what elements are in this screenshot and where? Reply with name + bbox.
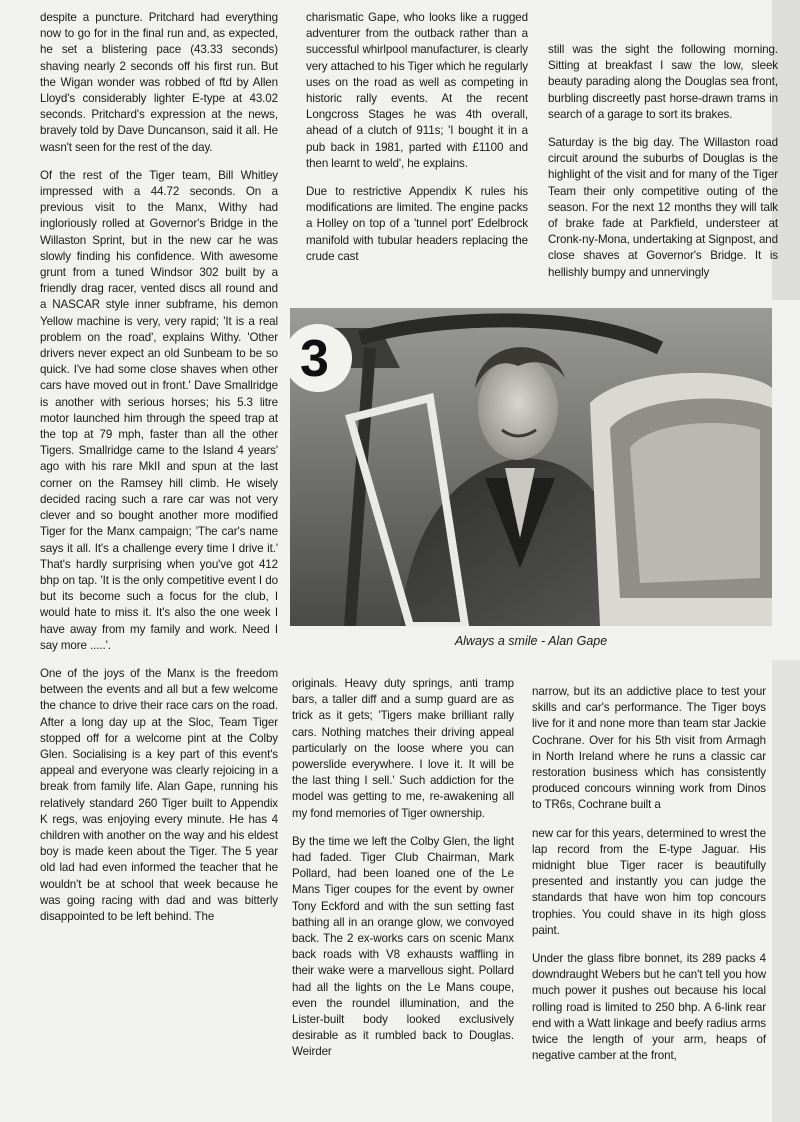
paragraph: narrow, but its an addictive place to test your skills and car's performance. The Tiger boys live for it and none more than team star Jackie Cochrane. Over for his 5th visit from Armagh in North Ireland where he runs a classic car restoration business which has consistently produced concours winning work from Dinos to TR6s, Cochrane built a	[532, 685, 766, 812]
text-column-1	[40, 10, 278, 925]
paragraph: Saturday is the big day. The Willaston road circuit around the suburbs of Douglas is the highlight of the visit and for many of the Tiger Team their only competitive outing of the season. For the next 12 months they will talk of brake fade at Parkfield, understeer at Cronk-ny-Mona, undertaking at Signpost, and close shaves at Governor's Bridge. It is hellishly bumpy and unnervingly	[548, 136, 778, 279]
page-edge-shadow	[772, 660, 800, 1122]
photo-driver-in-car	[290, 308, 772, 626]
text-column-2-bottom	[292, 676, 514, 1061]
paragraph: Under the glass fibre bonnet, its 289 packs 4 downdraught Webers but he can't tell you how much power it pushes out because his local rolling road is limited to 250 bhp. A 6-link rear end with a Watt linkage and beefy radius arms twice the length of your arm, heaps of negative camber at the front,	[532, 952, 766, 1063]
paragraph: By the time we left the Colby Glen, the light had faded. Tiger Club Chairman, Mark Pollard, had been loaned one of the Le Mans Tiger coupes for the event by owner Tony Eckford and with the sun setting fast bathing all in an orange glow, we convoyed back. The 2 ex-works cars on scenic Manx back roads with V8 exhausts waffling in their wake were a marvellous sight. Pollard had all the lights on the Le Mans coupe, even the roundel illumination, and the Lister-built body looked exclusively desirable as it rumbled back to Douglas. Weirder	[292, 834, 514, 1059]
photo-illustration	[290, 308, 772, 626]
paragraph: Of the rest of the Tiger team, Bill Whitley impressed with a 44.72 seconds. On a previous visit to the Manx, Withy had ingloriously rolled at Governor's Bridge in the Willaston Sprint, but in the new car he was slowly finding his confidence. With awesome grunt from a tuned Windsor 302 built by a friendly drag racer, vented discs all round and a NASCAR style inner subframe, his demon Yellow machine is very, very rapid; 'It is a real problem on the road', explains Withy. 'Other drivers never expect an old Sunbeam to be so quick. I've had some close shaves when other cars have moved out in front.' Dave Smallridge is another with serious horses; his 5.3 litre motor launched him through the speed trap at the top at 79 mph, faster than all the other Tigers. Smallridge came to the Island 4 years' ago with his rare MkII and spun at the last corner on the Ramsey hill climb. He wisely decided racing such a rare car was not very clever and so bought another more modified Tiger for the Manx campaign; 'The car's name says it all. It's a challenge every time I drive it.' That's hardly surprising when you've got 412 bhp on tap. 'It is the only competitive event I do but its become such a focus for the club, I would hate to miss it. It's also the one week I have away from my family and work. Need I say more .....'.	[40, 168, 278, 652]
paragraph: originals. Heavy duty springs, anti tramp bars, a taller diff and a sump guard are as trick as it gets; 'Tigers make brilliant rally cars. Nothing matches their driving appeal particularly on the loose where you can powerslide everywhere. I love it. It will be the last thing I sell.' Such addiction for the model was getting to me, re-awakening all my fond memories of Tiger ownership.	[292, 677, 514, 820]
paragraph: despite a puncture. Pritchard had everything now to go for in the final run and, as expected, he set a blistering pace (43.33 seconds) shaving nearly 2 seconds off his first run. But the Wigan wonder was robbed of ftd by Allen Lloyd's considerably lighter E-type at 43.02 seconds. Pritchard's expression at the news, bravely told by Dave Duncanson, said it all. He wasn't seen for the rest of the day.	[40, 11, 278, 154]
paragraph: One of the joys of the Manx is the freedom between the events and all but a few welcome the chance to drive their race cars on the road. After a long day up at the Sloc, Team Tiger stopped off for a welcome pint at the Colby Glen. Socialising is a key part of this event's appeal and everyone was clearly rejoicing in a break from family life. Alan Gape, running his relatively standard 260 Tiger built to Appendix K regs, was enjoying every minute. He has 4 children with another on the way and his eldest boy is made keen about the Tiger. The 5 year old lad had even informed the teacher that he wouldn't be at school that week because he was going racing with dad and was bitterly disappointed to be left behind. The	[40, 666, 278, 923]
paragraph: still was the sight the following morning. Sitting at breakfast I saw the low, sleek beauty parading along the Douglas sea front, burbling discreetly past horse-drawn trams in search of a garage to sort its brakes.	[548, 43, 778, 121]
text-column-2-top	[306, 10, 528, 265]
text-column-3-top	[548, 42, 778, 281]
paragraph: Due to restrictive Appendix K rules his modifications are limited. The engine packs a Holley on top of a 'tunnel port' Edelbrock manifold with tubular headers replacing the crude cast	[306, 185, 528, 263]
photo-caption: Always a smile - Alan Gape	[454, 634, 608, 648]
car-number-label: 3	[300, 330, 329, 388]
paragraph: charismatic Gape, who looks like a rugged adventurer from the outback rather than a successful whirlpool manufacturer, is clearly very attached to his Tiger which he regularly uses on the road as well as competing in historic rally events. At the recent Longcross Stages he was 4th overall, ahead of a clutch of 911s; 'I bought it in a pub back in 1981, parted with £1100 and then learnt to weld', he explains.	[306, 11, 528, 170]
paragraph: new car for this years, determined to wrest the lap record from the E-type Jaguar. His midnight blue Tiger racer is beautifully presented and instantly you can judge the standards that have won him top concours trophies. You could shave in its high gloss paint.	[532, 826, 766, 937]
text-column-3-bottom	[532, 684, 766, 1064]
